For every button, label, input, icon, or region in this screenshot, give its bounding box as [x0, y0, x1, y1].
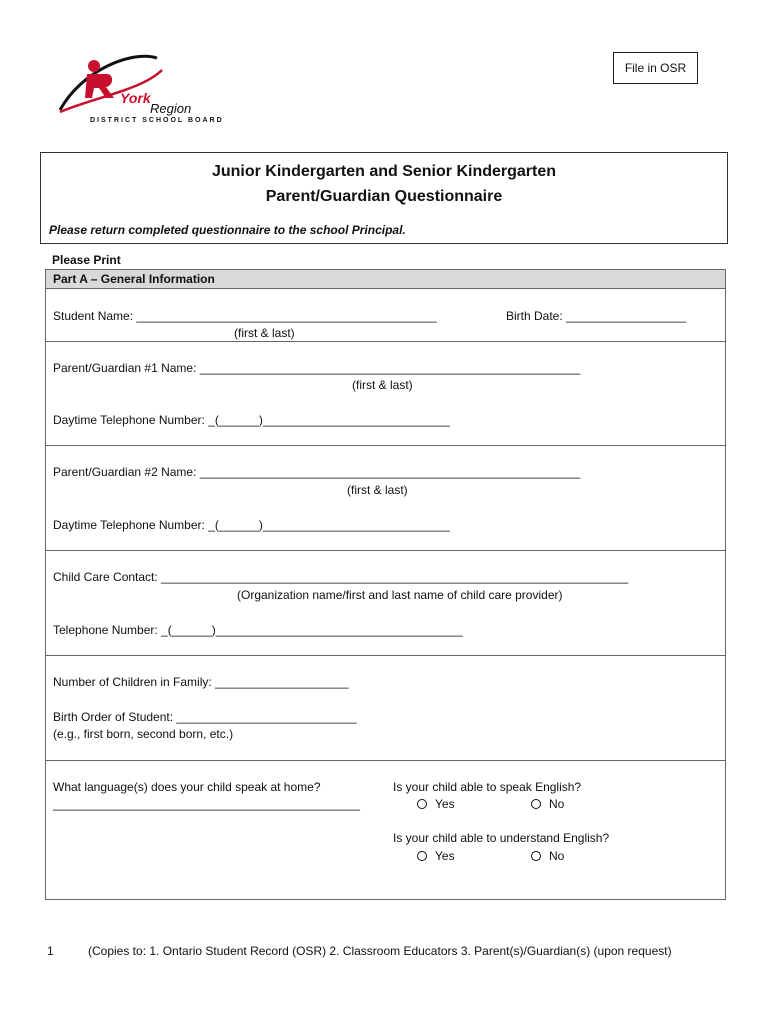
guardian-1-name-hint: (first & last) [352, 378, 413, 392]
york-region-logo [52, 50, 224, 130]
radio-icon[interactable] [417, 799, 427, 809]
student-name-field[interactable]: Student Name: _____________________________________________ [53, 309, 437, 323]
understand-english-question: Is your child able to understand English? [393, 831, 610, 845]
speak-english-yes-option[interactable] [417, 797, 455, 811]
understand-english-yes-option[interactable] [417, 849, 455, 863]
yes-label: Yes [435, 797, 455, 811]
yes-label: Yes [435, 849, 455, 863]
radio-icon[interactable] [531, 851, 541, 861]
part-a-form [45, 269, 726, 900]
understand-english-no-option[interactable] [531, 849, 564, 863]
birth-date-field[interactable]: Birth Date: __________________ [506, 309, 687, 323]
divider [46, 445, 725, 446]
guardian-2-name-hint: (first & last) [347, 483, 408, 497]
guardian-1-name-field[interactable]: Parent/Guardian #1 Name: _________________________________________________________ [53, 361, 581, 375]
guardian-2-phone-field[interactable]: Daytime Telephone Number: _(______)____________________________ [53, 518, 450, 532]
guardian-1-phone-field[interactable]: Daytime Telephone Number: _(______)____________________________ [53, 413, 450, 427]
part-a-header [46, 270, 725, 289]
please-print-label: Please Print [52, 253, 121, 267]
guardian-2-name-field[interactable]: Parent/Guardian #2 Name: _________________________________________________________ [53, 465, 581, 479]
radio-icon[interactable] [531, 799, 541, 809]
divider [46, 760, 725, 761]
child-care-contact-hint: (Organization name/first and last name of child care provider) [237, 588, 563, 602]
return-note: Please return completed questionnaire to the school Principal. [49, 223, 406, 237]
logo-word-york: York [120, 90, 151, 106]
logo-word-region: Region [150, 101, 192, 116]
speak-english-no-option[interactable] [531, 797, 564, 811]
speak-english-question: Is your child able to speak English? [393, 780, 582, 794]
title-line-2: Parent/Guardian Questionnaire [265, 188, 503, 205]
language-question: What language(s) does your child speak at home? [53, 780, 321, 794]
student-name-hint: (first & last) [234, 326, 295, 340]
child-care-phone-field[interactable]: Telephone Number: _(______)_____________________________________ [53, 623, 463, 637]
radio-icon[interactable] [417, 851, 427, 861]
no-label: No [549, 849, 565, 863]
part-a-heading: Part A – General Information [53, 272, 215, 286]
language-answer-line[interactable]: ______________________________________________ [53, 797, 360, 811]
divider [46, 341, 725, 342]
birth-order-hint: (e.g., first born, second born, etc.) [53, 727, 234, 741]
title-line-1: Junior Kindergarten and Senior Kindergarten [211, 163, 557, 180]
copies-note: (Copies to: 1. Ontario Student Record (OSR) 2. Classroom Educators 3. Parent(s)/Guardian(s) (upon request) [88, 944, 672, 958]
divider [46, 550, 725, 551]
title-box [40, 152, 728, 244]
children-count-field[interactable]: Number of Children in Family: ____________________ [53, 675, 349, 689]
birth-order-field[interactable]: Birth Order of Student: ___________________________ [53, 710, 357, 724]
file-in-osr-box: File in OSR [613, 52, 698, 84]
child-care-contact-field[interactable]: Child Care Contact: ______________________________________________________________________ [53, 570, 629, 584]
divider [46, 655, 725, 656]
page-number: 1 [47, 944, 54, 958]
logo-subtitle: DISTRICT SCHOOL BOARD [90, 117, 224, 124]
no-label: No [549, 797, 565, 811]
